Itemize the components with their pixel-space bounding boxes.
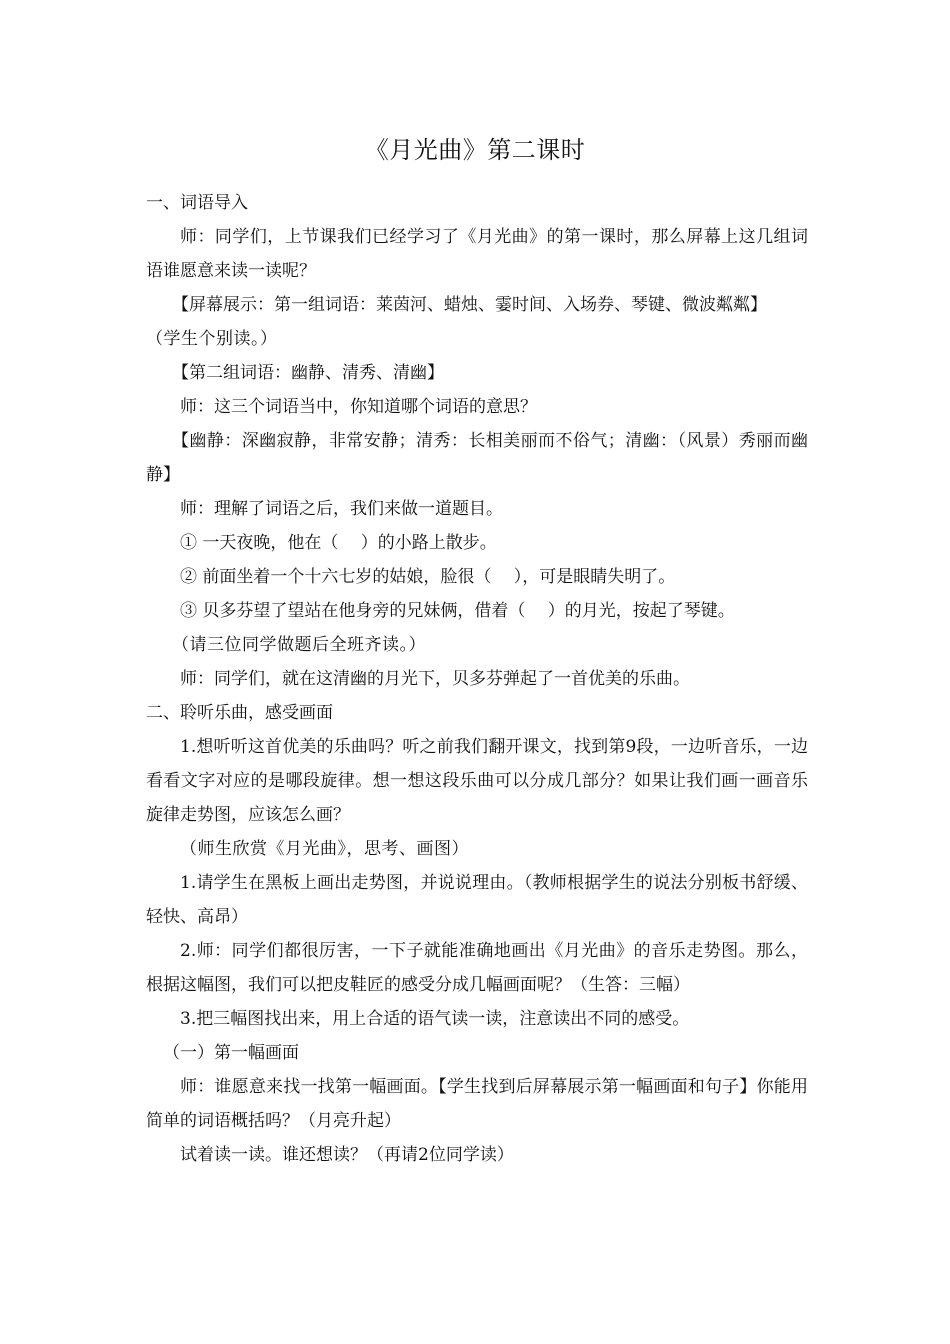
section-heading: 二、聆听乐曲，感受画面 [146,703,333,723]
paragraph: 师：同学们，上节课我们已经学习了《月光曲》的第一课时，那么屏幕上这几组词语谁愿意来读一读呢？ [146,227,808,281]
subsection-heading: （一）第一幅画面 [163,1043,299,1063]
paragraph: 试着读一读。谁还想读？（再请2位同学读） [180,1145,514,1165]
student-activity-note: （师生欣赏《月光曲》，思考、画图） [180,839,469,859]
paragraph: 2.师：同学们都很厉害，一下子就能准确地画出《月光曲》的音乐走势图。那么，根据这幅图，我们可以把皮鞋匠的感受分成几幅画面呢？（生答：三幅） [146,941,808,995]
screen-display-note: 【第二组词语：幽静、清秀、清幽】 [172,363,444,383]
student-activity-note: （请三位同学做题后全班齐读。） [172,635,426,655]
paragraph: 师：谁愿意来找一找第一幅画面。【学生找到后屏幕展示第一幅画面和句子】你能用简单的词语概括吗？（月亮升起） [146,1077,808,1131]
document-title: 《月光曲》第二课时 [364,136,586,164]
exercise-item: ③ 贝多芬望了望站在他身旁的兄妹俩，借着（ ）的月光，按起了琴键。 [180,601,735,621]
exercise-item: ① 一天夜晚，他在（ ）的小路上散步。 [180,533,497,553]
paragraph: 1.请学生在黑板上画出走势图，并说说理由。（教师根据学生的说法分别板书舒缓、轻快、高昂） [146,873,808,927]
paragraph: 师：理解了词语之后，我们来做一道题目。 [180,499,503,519]
student-activity-note: （学生个别读。） [146,329,278,349]
paragraph: 师：同学们，就在这清幽的月光下，贝多芬弹起了一首优美的乐曲。 [180,669,690,689]
paragraph: 师：这三个词语当中，你知道哪个词语的意思？ [180,397,537,417]
word-definitions: 【幽静：深幽寂静，非常安静；清秀：长相美丽而不俗气；清幽：（风景）秀丽而幽静】 [146,431,808,485]
exercise-item: ② 前面坐着一个十六七岁的姑娘，脸很（ ），可是眼睛失明了。 [180,567,676,587]
screen-display-note: 【屏幕展示：第一组词语：莱茵河、蜡烛、霎时间、入场券、琴键、微波粼粼】 [172,295,767,315]
section-heading: 一、词语导入 [146,193,248,213]
paragraph: 1.想听听这首优美的乐曲吗？听之前我们翻开课文，找到第9段，一边听音乐，一边看看文字对应的是哪段旋律。想一想这段乐曲可以分成几部分？如果让我们画一画音乐旋律走势图，应该怎么画？ [146,737,808,825]
document-body [146,186,808,1172]
paragraph: 3.把三幅图找出来，用上合适的语气读一读，注意读出不同的感受。 [180,1009,690,1029]
